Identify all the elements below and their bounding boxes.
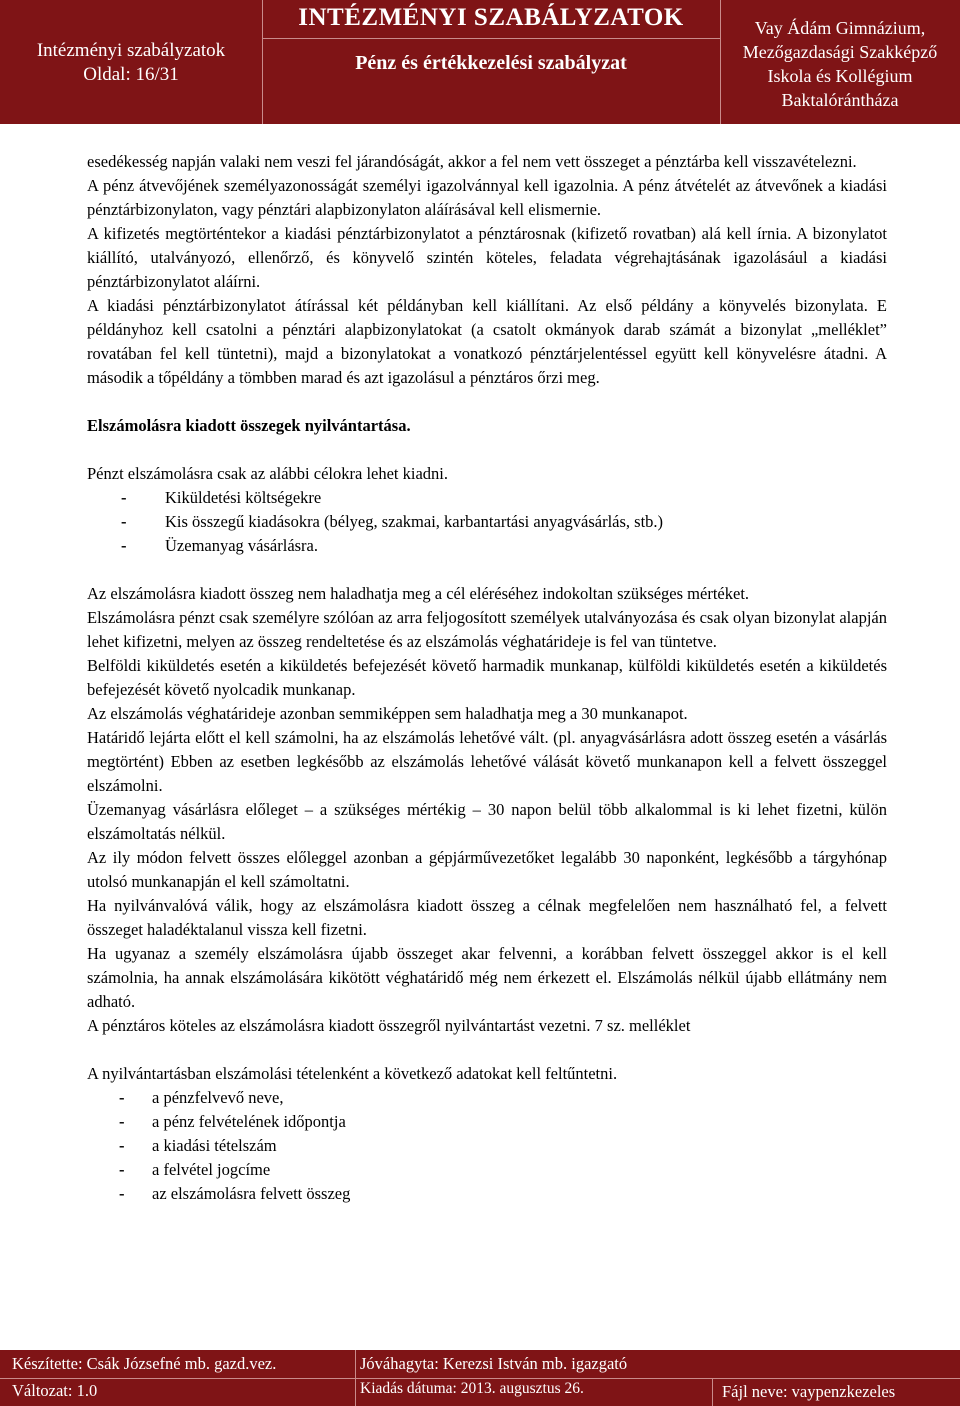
list-item: - a felvétel jogcíme — [119, 1160, 271, 1179]
footer-file-name: Fájl neve: vaypenzkezeles — [722, 1382, 896, 1401]
header-institution — [720, 16, 960, 112]
header-center — [262, 0, 720, 124]
list-item: - a pénz felvételének időpontja — [119, 1112, 346, 1131]
institution-line: Baktalórántháza — [781, 90, 899, 110]
footer-divider — [712, 1378, 713, 1406]
paragraph: Elszámolásra pénzt csak személyre szólóan az arra feljogosított személyek utalványozása és csak olyan bizonylat alapján lehet kifizetni, melyen az összeg rendeltetése és az elszámolás véghatárideje is fel van tüntetve. — [87, 608, 887, 651]
paragraph: Az elszámolásra kiadott összeg nem haladhatja meg a cél eléréséhez indokoltan szükséges mértéket. — [87, 584, 750, 603]
footer-approved-by: Jóváhagyta: Kerezsi István mb. igazgató — [360, 1354, 628, 1373]
list-item: - Kiküldetési költségekre — [121, 488, 322, 507]
document-body — [87, 150, 887, 1206]
paragraph: esedékesség napján valaki nem veszi fel járandóságát, akkor a fel nem vett összeget a pénztárba kell visszavételezni. — [87, 152, 857, 171]
institution-line: Iskola és Kollégium — [767, 66, 913, 86]
header-main-title: INTÉZMÉNYI SZABÁLYZATOK — [298, 4, 684, 31]
list-item: - a kiadási tételszám — [119, 1136, 277, 1155]
record-fields-list — [87, 1086, 887, 1206]
footer-version: Változat: 1.0 — [12, 1381, 98, 1400]
paragraph: A kifizetés megtörténtekor a kiadási pénztárbizonylatot a pénztárosnak (kifizető rovatban) alá kell írnia. A bizonylatot kiállító, utalványozó, ellenőrző, és könyvelő szintén köteles, feladata végrehajtásának igazolásául a kiadási pénztárbizonylatot aláírni. — [87, 224, 887, 291]
list-item: - Kis összegű kiadásokra (bélyeg, szakmai, karbantartási anyagvásárlás, stb.) — [121, 512, 664, 531]
paragraph: Határidő lejárta előtt el kell számolni, ha az elszámolás lehetővé vált. (pl. anyagvásárlásra adott összeg esetén a vásárlás megtörtént) Ebben az esetben legkésőbb az elszámolás lehetővé válását követő munkanapon kell a felvett összeggel elszámolni. — [87, 728, 887, 795]
list-item: - az elszámolásra felvett összeg — [119, 1184, 351, 1203]
paragraph: Belföldi kiküldetés esetén a kiküldetés befejezését követő harmadik munkanap, külföldi kiküldetés esetén a kiküldetés befejezését követő nyolcadik munkanap. — [87, 656, 887, 699]
paragraph: A pénztáros köteles az elszámolásra kiadott összegről nyilvántartást vezetni. 7 sz. melléklet — [87, 1016, 691, 1035]
footer-prepared-by: Készítette: Csák Józsefné mb. gazd.vez. — [12, 1354, 277, 1373]
list-item: - Üzemanyag vásárlásra. — [121, 536, 319, 555]
paragraph: Pénzt elszámolásra csak az alábbi célokra lehet kiadni. — [87, 464, 449, 483]
paragraph: A pénz átvevőjének személyazonosságát személyi igazolvánnyal kell igazolnia. A pénz átvételét az átvevőnek a kiadási pénztárbizonylaton, vagy pénztári alapbizonylaton aláírásával kell elismernie. — [87, 176, 887, 219]
header-page-number: Oldal: 16/31 — [83, 64, 179, 85]
institution-line: Mezőgazdasági Szakképző — [742, 42, 938, 62]
paragraph: Üzemanyag vásárlásra előleget – a szükséges mértékig – 30 napon belül több alkalommal is ki lehet fizetni, külön elszámoltatás nélkül. — [87, 800, 887, 843]
header-right — [720, 0, 960, 124]
header-sub-title: Pénz és értékkezelési szabályzat — [355, 52, 627, 74]
purpose-list — [87, 486, 887, 558]
paragraph: Az ily módon felvett összes előleggel azonban a gépjárművezetőket legalább 30 naponként, legkésőbb a tárgyhónap utolsó munkanapján el kell számoltatni. — [87, 848, 887, 891]
header-left — [0, 0, 262, 124]
paragraph: Az elszámolás véghatárideje azonban semmiképpen sem haladhatja meg a 30 munkanapot. — [87, 704, 688, 723]
paragraph: Ha ugyanaz a személy elszámolásra újabb összeget akar felvenni, a korábban felvett összeggel akkor is el kell számolnia, ha annak elszámolására kikötött véghatáridő még nem érkezett el. Elszámolás nélkül újabb ellátmány nem adható. — [87, 944, 887, 1011]
list-item: - a pénzfelvevő neve, — [119, 1088, 284, 1107]
section-heading: Elszámolásra kiadott összegek nyilvántartása. — [87, 416, 411, 435]
footer-divider — [0, 1378, 960, 1379]
page-header — [0, 0, 960, 124]
paragraph: A nyilvántartásban elszámolási tételenként a következő adatokat kell feltűntetni. — [87, 1064, 618, 1083]
header-doc-category: Intézményi szabályzatok — [36, 40, 226, 61]
institution-line: Vay Ádám Gimnázium, — [754, 18, 926, 38]
footer-divider — [355, 1350, 356, 1406]
paragraph: A kiadási pénztárbizonylatot átírással két példányban kell kiállítani. Az első példány a könyvelés bizonylata. E példányhoz kell csatolni a pénztári alapbizonylatokat (a csatolt okmányok darab számát a bizonylat „melléklet” rovatában fel kell tüntetni), majd a bizonylatokat a vonatkozó pénztárjelentéssel együtt kell könyvelésre átadni. A második a tőpéldány a tömbben marad és azt igazolásul a pénztáros őrzi meg. — [87, 296, 887, 387]
paragraph: Ha nyilvánvalóvá válik, hogy az elszámolásra kiadott összeg a célnak megfelelően nem használható fel, a felvett összeget haladéktalanul vissza kell fizetni. — [87, 896, 887, 939]
page-footer — [0, 1350, 960, 1406]
header-divider — [262, 38, 720, 39]
footer-issue-date: Kiadás dátuma: 2013. augusztus 26. — [360, 1380, 584, 1397]
